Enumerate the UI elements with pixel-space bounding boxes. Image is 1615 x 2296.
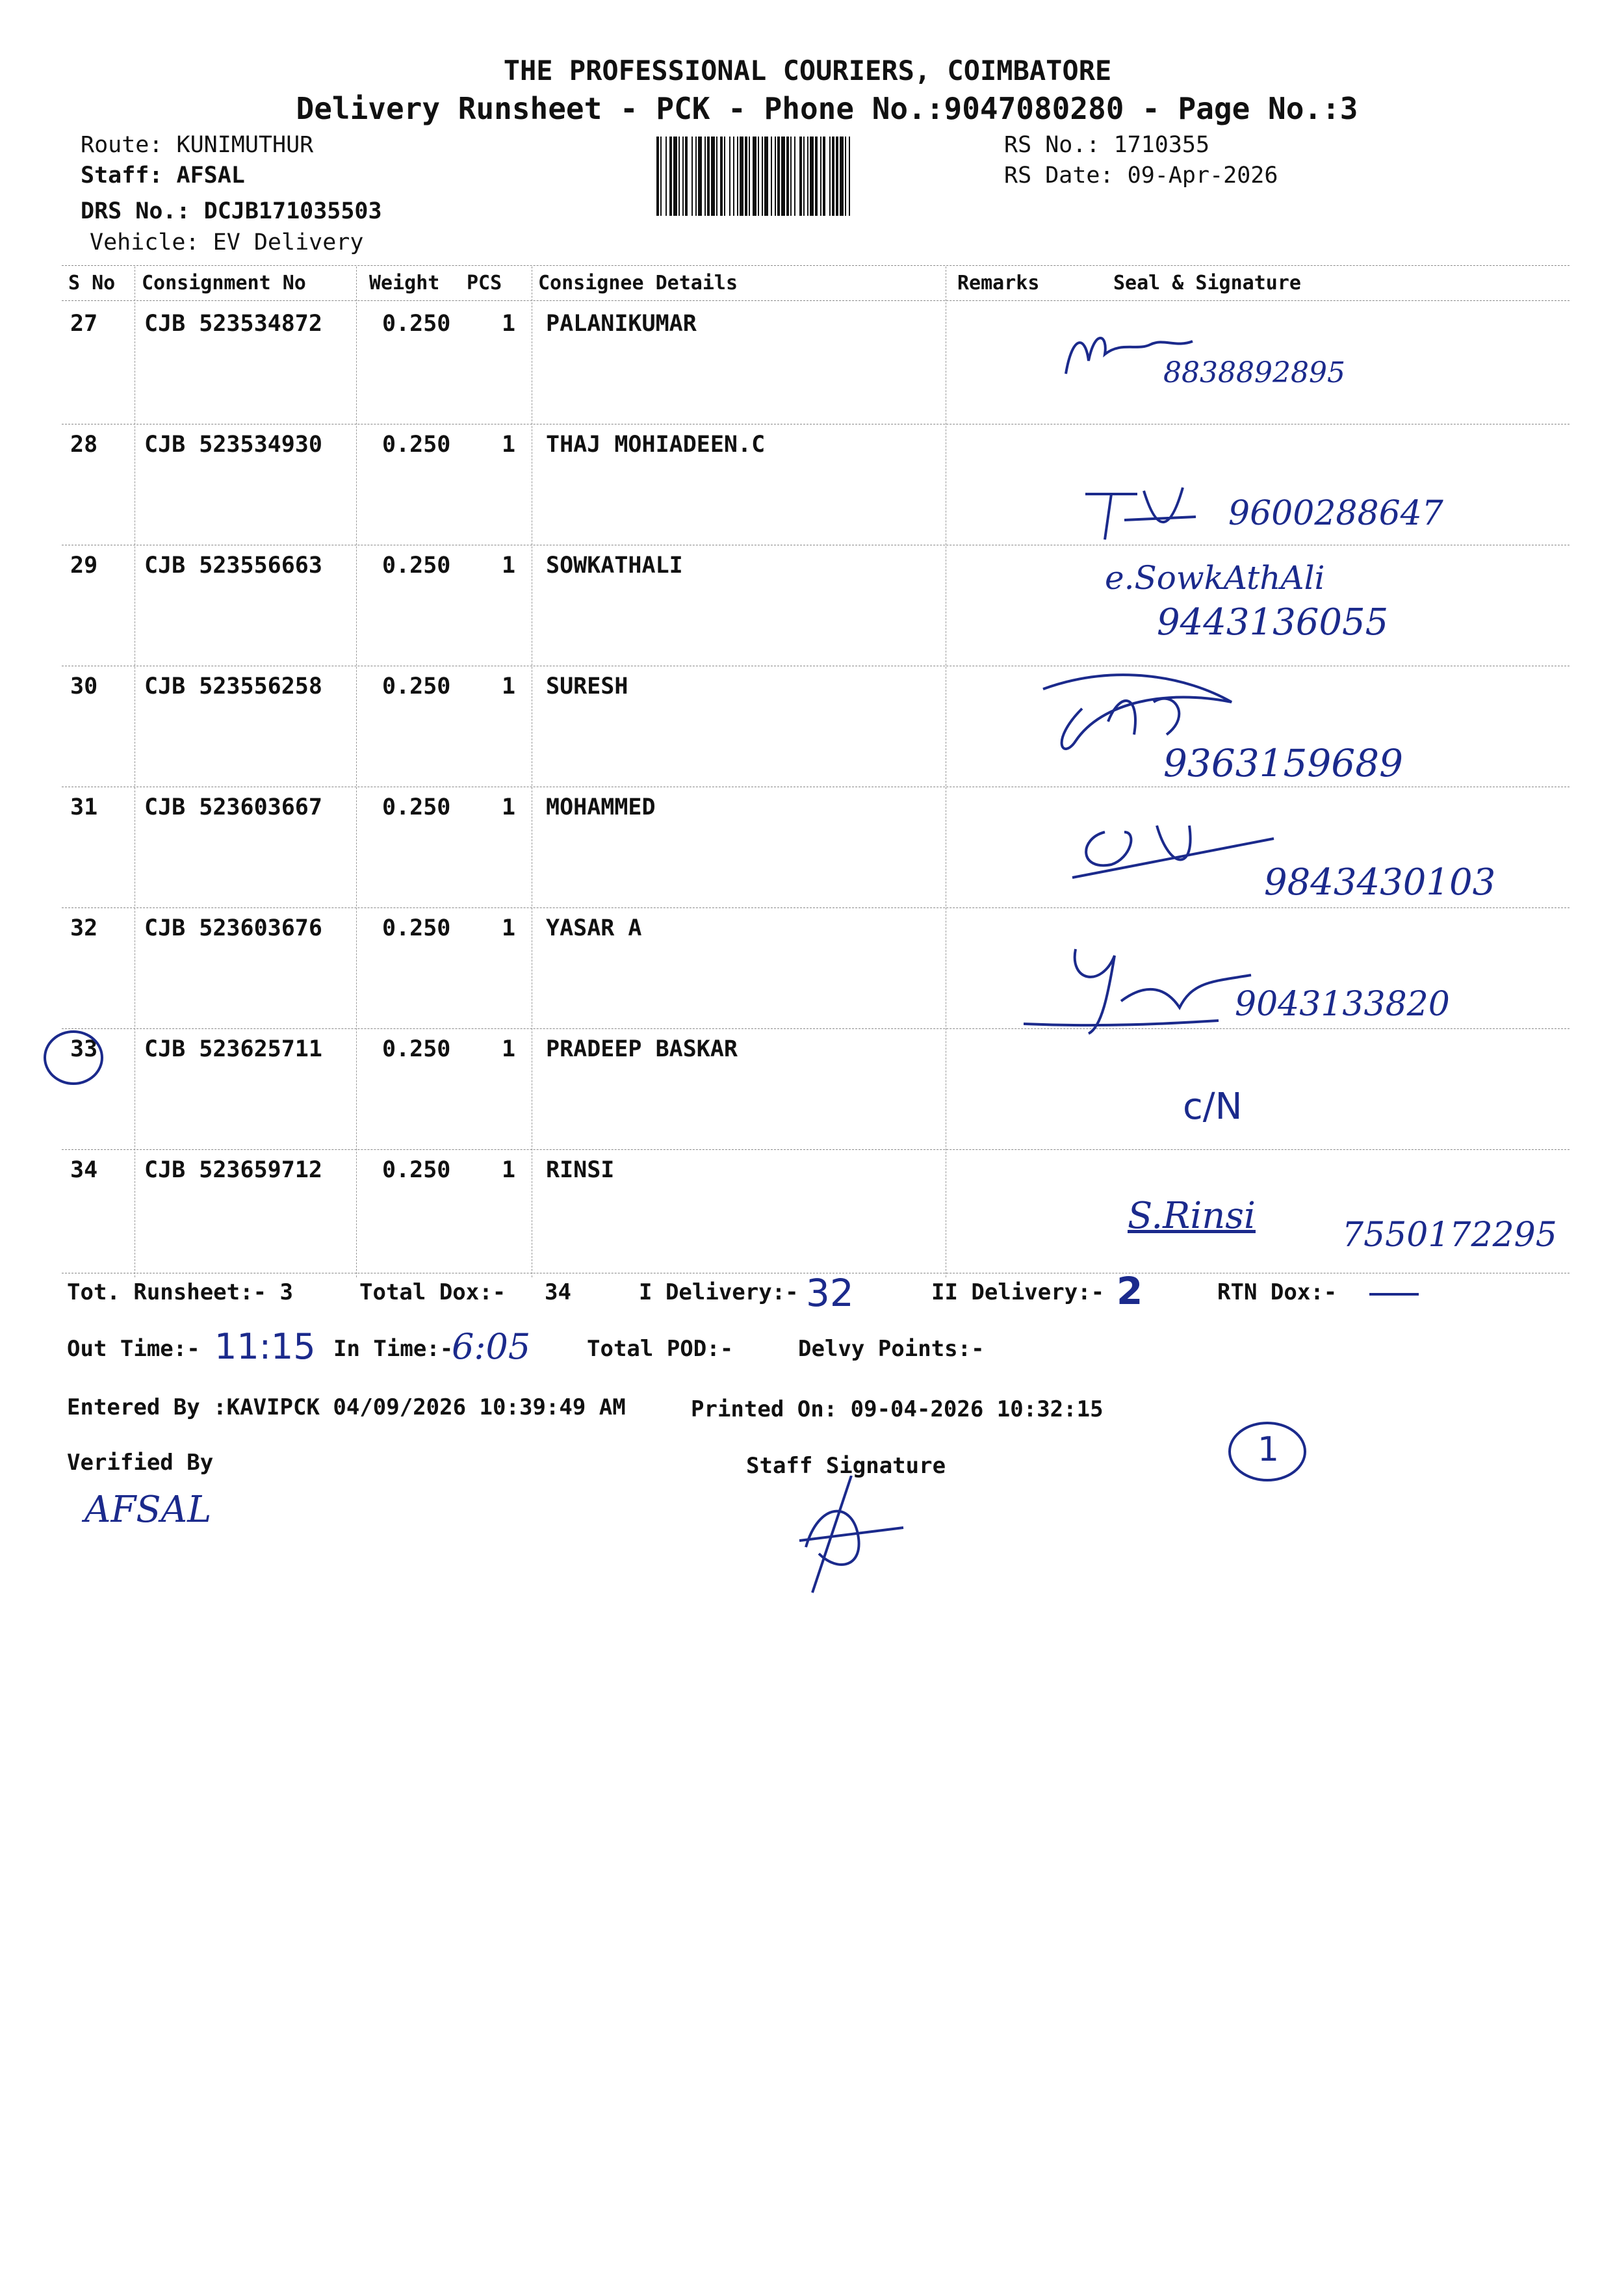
handwritten-name: S.Rinsi	[1128, 1195, 1256, 1237]
row-consignment: CJB 523534872	[144, 311, 322, 337]
row-sno: 27	[70, 311, 98, 337]
row-consignee: PALANIKUMAR	[546, 311, 697, 337]
row-consignment: CJB 523556663	[144, 553, 322, 579]
signature-scribble	[1024, 943, 1258, 1040]
circled-row-mark	[38, 1022, 109, 1093]
table-row	[0, 306, 1615, 426]
col-pcs: PCS	[467, 272, 502, 294]
row-consignment: CJB 523556258	[144, 673, 322, 699]
in-time-value: 6:05	[452, 1326, 531, 1367]
row-rule	[62, 907, 1570, 908]
table-header-rule	[62, 300, 1570, 301]
row-pcs: 1	[502, 553, 516, 579]
row-rule	[62, 1028, 1570, 1029]
handwritten-phone: 8838892895	[1163, 356, 1345, 389]
handwritten-phone: 9443136055	[1157, 601, 1389, 644]
drs-number: DRS No.: DCJB171035503	[81, 198, 382, 224]
row-sno: 32	[70, 915, 98, 941]
company-title: THE PROFESSIONAL COURIERS, COIMBATORE	[503, 55, 1112, 86]
row-weight: 0.250	[382, 1036, 451, 1062]
row-consignee: YASAR A	[546, 915, 642, 941]
handwritten-name: e.SowkAthAli	[1105, 559, 1325, 597]
row-pcs: 1	[502, 1036, 516, 1062]
row-sno: 29	[70, 553, 98, 579]
runsheet-subtitle: Delivery Runsheet - PCK - Phone No.:9047080280 - Page No.:3	[296, 91, 1358, 126]
row-pcs: 1	[502, 432, 516, 458]
rtn-dox-dash-mark	[1368, 1290, 1420, 1298]
total-dox-value: 34	[545, 1279, 571, 1305]
row-consignee: MOHAMMED	[546, 794, 656, 820]
signature-scribble	[1066, 813, 1280, 884]
row-pcs: 1	[502, 794, 516, 820]
signature-scribble	[1079, 481, 1202, 546]
handwritten-phone: 7550172295	[1342, 1216, 1557, 1255]
out-time-label: Out Time:-	[67, 1336, 200, 1362]
col-remarks: Remarks	[957, 272, 1040, 294]
staff-signature-label: Staff Signature	[746, 1453, 946, 1479]
row-consignee: THAJ MOHIADEEN.C	[546, 432, 766, 458]
rtn-dox-label: RTN Dox:-	[1217, 1279, 1337, 1305]
row-consignment: CJB 523603667	[144, 794, 322, 820]
row-sno: 28	[70, 432, 98, 458]
row-weight: 0.250	[382, 553, 451, 579]
staff-signature-scribble	[793, 1476, 916, 1599]
handwritten-phone: 9363159689	[1163, 741, 1404, 785]
printed-on: Printed On: 09-04-2026 10:32:15	[691, 1396, 1104, 1422]
row-consignment: CJB 523603676	[144, 915, 322, 941]
route-info: Route: KUNIMUTHUR	[81, 132, 314, 158]
delvy-points-label: Delvy Points:-	[798, 1336, 985, 1362]
ii-delivery-value: 2	[1117, 1269, 1143, 1313]
col-weight: Weight	[369, 272, 440, 294]
row-consignment: CJB 523534930	[144, 432, 322, 458]
verified-by-signature: AFSAL	[84, 1489, 212, 1531]
row-consignment: CJB 523659712	[144, 1157, 322, 1183]
row-pcs: 1	[502, 311, 516, 337]
row-pcs: 1	[502, 673, 516, 699]
table-row	[0, 1152, 1615, 1273]
row-weight: 0.250	[382, 1157, 451, 1183]
handwritten-phone: 9600288647	[1228, 494, 1443, 533]
row-weight: 0.250	[382, 794, 451, 820]
handwritten-phone: 9843430103	[1264, 861, 1496, 904]
row-weight: 0.250	[382, 915, 451, 941]
out-time-value: 11:15	[214, 1326, 316, 1367]
col-consignee: Consignee Details	[538, 272, 738, 294]
staff-info: Staff: AFSAL	[81, 163, 245, 189]
row-consignee: SURESH	[546, 673, 628, 699]
row-consignee: PRADEEP BASKAR	[546, 1036, 738, 1062]
row-sno: 30	[70, 673, 98, 699]
row-sno: 34	[70, 1157, 98, 1183]
barcode-image	[656, 137, 998, 216]
row-weight: 0.250	[382, 432, 451, 458]
col-consignment: Consignment No	[142, 272, 306, 294]
total-pod-label: Total POD:-	[587, 1336, 734, 1362]
i-delivery-value: 32	[806, 1271, 854, 1315]
row-pcs: 1	[502, 1157, 516, 1183]
row-sno: 33	[70, 1036, 98, 1062]
verified-by-label: Verified By	[67, 1450, 214, 1476]
in-time-label: In Time:-	[333, 1336, 454, 1362]
col-sno: S No	[68, 272, 116, 294]
handwritten-note: c/N	[1183, 1086, 1243, 1128]
rs-date: RS Date: 09-Apr-2026	[1004, 163, 1278, 189]
table-row	[0, 1031, 1615, 1152]
row-weight: 0.250	[382, 673, 451, 699]
circled-number: 1	[1258, 1430, 1280, 1469]
row-consignee: SOWKATHALI	[546, 553, 683, 579]
vehicle-info: Vehicle: EV Delivery	[90, 229, 364, 255]
row-consignment: CJB 523625711	[144, 1036, 322, 1062]
i-delivery-label: I Delivery:-	[639, 1279, 799, 1305]
col-seal-signature: Seal & Signature	[1113, 272, 1301, 294]
total-dox-label: Total Dox:-	[359, 1279, 506, 1305]
entered-by: Entered By :KAVIPCK 04/09/2026 10:39:49 AM	[67, 1394, 626, 1420]
row-weight: 0.250	[382, 311, 451, 337]
ii-delivery-label: II Delivery:-	[931, 1279, 1105, 1305]
table-top-rule	[62, 265, 1570, 266]
row-pcs: 1	[502, 915, 516, 941]
rs-number: RS No.: 1710355	[1004, 132, 1210, 158]
row-consignee: RINSI	[546, 1157, 615, 1183]
row-rule	[62, 1149, 1570, 1150]
row-sno: 31	[70, 794, 98, 820]
handwritten-phone: 9043133820	[1235, 985, 1450, 1024]
tot-runsheet: Tot. Runsheet:- 3	[67, 1279, 293, 1305]
